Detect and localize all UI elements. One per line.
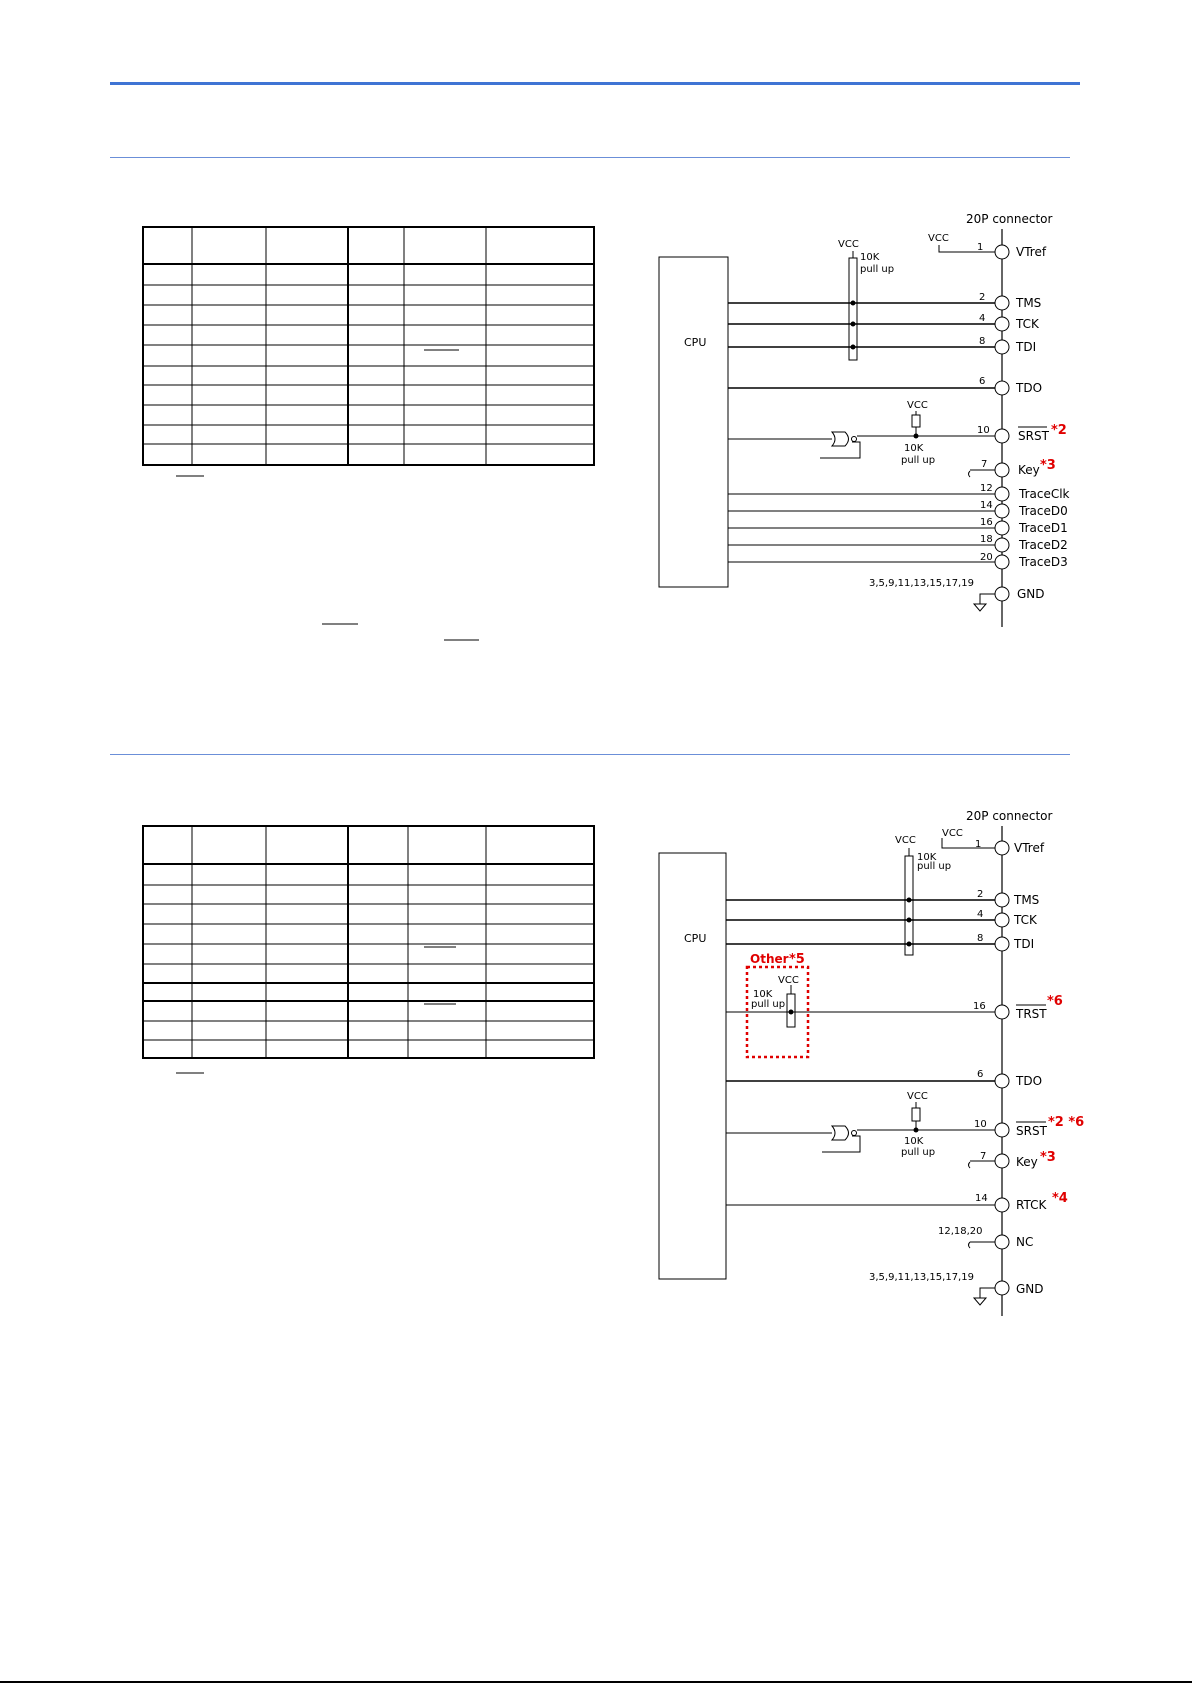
pin-num: 4	[979, 313, 986, 324]
pin-name: Key	[1018, 463, 1040, 477]
ground-icon	[974, 1298, 986, 1305]
pullup-value: 10K	[917, 852, 937, 863]
pin-num: 2	[977, 889, 984, 900]
pin-name: TDO	[1016, 1074, 1043, 1088]
vcc-label: VCC	[895, 835, 916, 846]
pin-name: TDI	[1014, 937, 1035, 951]
pullup-text: pull up	[751, 999, 786, 1010]
pin-num: 10	[977, 425, 990, 436]
pullup-text: pull up	[901, 455, 936, 466]
vcc-label: VCC	[838, 239, 859, 250]
pin-name: TCK	[1014, 913, 1037, 927]
connector-title: 20P connector	[966, 212, 1053, 226]
pin-name: TRST	[1016, 1007, 1047, 1021]
pin-num: 2	[979, 292, 986, 303]
pin-num: 1	[977, 242, 984, 253]
pin-name: TraceClk	[1019, 487, 1070, 501]
pin-name: VTref	[1014, 841, 1045, 855]
footnote-mark: *4	[1052, 1191, 1068, 1206]
pin-name: VTref	[1016, 245, 1047, 259]
reset-gate	[832, 1126, 849, 1140]
pin-num: 10	[974, 1119, 987, 1130]
pin-name: TCK	[1016, 317, 1039, 331]
pin-num: 8	[979, 336, 986, 347]
pin-name: GND	[1016, 1282, 1044, 1296]
pin-num: 20	[980, 552, 993, 563]
vcc-label: VCC	[928, 233, 949, 244]
pin-num: 7	[980, 1151, 987, 1162]
footer-rule	[0, 1681, 1192, 1683]
pin-name: SRST	[1018, 429, 1049, 443]
pin-num: 18	[980, 534, 993, 545]
pullup-text: pull up	[860, 264, 895, 275]
vcc-label: VCC	[942, 828, 963, 839]
connector-title: 20P connector	[966, 809, 1053, 823]
pin-num: 16	[973, 1001, 986, 1012]
pin-name: TraceD0	[1019, 504, 1068, 518]
other-label: Other	[750, 952, 789, 966]
pullup-value: 10K	[860, 252, 880, 263]
pin-num: 12,18,20	[938, 1226, 983, 1237]
pin-num: 16	[980, 517, 993, 528]
pin-num: 1	[975, 839, 982, 850]
pullup-value: 10K	[753, 989, 773, 1000]
pin-name: SRST	[1016, 1124, 1047, 1138]
pin-name: TraceD1	[1019, 521, 1068, 535]
vcc-label: VCC	[907, 400, 928, 411]
vcc-label: VCC	[778, 975, 799, 986]
pullup-text: pull up	[917, 861, 952, 872]
footnote-mark: *2	[1051, 423, 1067, 438]
cpu-label: CPU	[684, 932, 707, 945]
pin-num: 3,5,9,11,13,15,17,19	[869, 1272, 974, 1283]
pullup-text: pull up	[901, 1147, 936, 1158]
pin-num: 7	[981, 459, 988, 470]
pin-name: GND	[1017, 587, 1045, 601]
pullup-value: 10K	[904, 443, 924, 454]
pin-name: TraceD2	[1019, 538, 1068, 552]
cpu-block	[659, 853, 726, 1279]
pin-name: TDI	[1016, 340, 1037, 354]
footnote-mark: *6	[1047, 994, 1063, 1009]
vcc-label: VCC	[907, 1091, 928, 1102]
footnote-mark: *3	[1040, 458, 1056, 473]
resistor-array	[905, 856, 913, 955]
pin-name: Key	[1016, 1155, 1038, 1169]
pin-name: TraceD3	[1019, 555, 1068, 569]
pin-name: NC	[1016, 1235, 1034, 1249]
pin-name: TDO	[1016, 381, 1043, 395]
footnote-mark: *5	[789, 952, 805, 967]
pin-num: 14	[975, 1193, 988, 1204]
pin-num: 14	[980, 500, 993, 511]
pin-num: 3,5,9,11,13,15,17,19	[869, 578, 974, 589]
pin-num: 6	[977, 1069, 984, 1080]
pullup-value: 10K	[904, 1136, 924, 1147]
pin-name: TMS	[1014, 893, 1040, 907]
footnote-mark: *3	[1040, 1150, 1056, 1165]
pin-num: 4	[977, 909, 984, 920]
pin-name: RTCK	[1016, 1198, 1047, 1212]
pin-name: TMS	[1016, 296, 1042, 310]
pin-num: 8	[977, 933, 984, 944]
footnote-mark: *2 *6	[1048, 1115, 1085, 1130]
pin-num: 12	[980, 483, 993, 494]
pin-num: 6	[979, 376, 986, 387]
cpu-label: CPU	[684, 336, 707, 349]
